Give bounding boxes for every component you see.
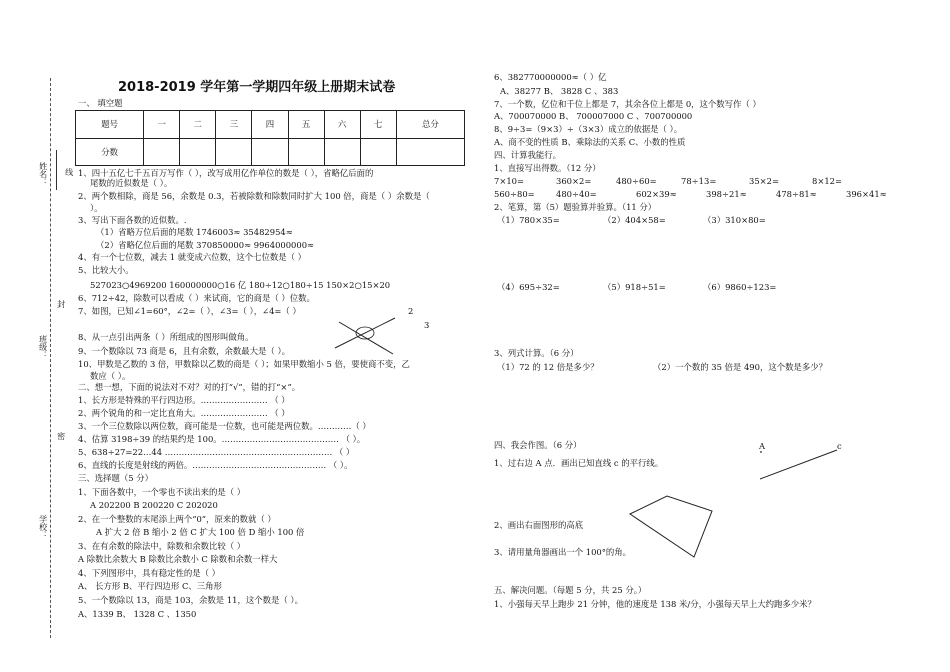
question-line: 5、一个数除以 13，商是 103，余数是 11，这个数是（ ）。	[78, 595, 303, 605]
question-line: （1）省略万位后面的尾数 1746003≈ 35482954≈	[96, 227, 293, 237]
question-line: （2）省略亿位后面的尾数 370850000≈ 9964000000≈	[96, 240, 315, 250]
score-input-cell[interactable]	[216, 138, 252, 166]
mental-item: 360×2=	[556, 176, 592, 186]
mental-item: 560÷80=	[494, 189, 535, 199]
intersecting-lines-figure	[325, 300, 435, 360]
question-line: 2、在一个整数的末尾添上两个“0”，原来的数就（ ）	[78, 514, 276, 524]
question-line: 9、一个数除以 73 商是 6，且有余数，余数最大是（ ）。	[78, 346, 291, 356]
question-line: 3、列式计算。（6 分）	[494, 348, 579, 358]
section-heading: 三、选择题（5 分）	[78, 473, 153, 483]
section-heading: 一、 填空题	[78, 98, 123, 108]
question-line: 1、过右边 A 点．画出已知直线 c 的平行线。	[494, 458, 664, 468]
mental-item: 78÷13=	[681, 176, 717, 186]
score-input-cell[interactable]	[324, 138, 360, 166]
written-item: （1）780×35=	[497, 215, 560, 225]
question-line: 5、638÷27=22…44 …………………………………………………… （ ）	[78, 447, 355, 457]
question-line: 527023○4969200 160000000○16 亿 180÷12○180÷15 150×2○15×20	[90, 280, 391, 290]
question-line: A、 长方形 B、平行四边形 C、三角形	[78, 581, 222, 591]
name-underline	[56, 150, 57, 190]
question-line: 1、长方形是特殊的平行四边形。…………………… （ ）	[78, 395, 290, 405]
score-table	[75, 110, 465, 166]
question-line: 3、写出下面各数的近似数。.	[78, 215, 187, 225]
margin-class-label: 班级：	[38, 335, 48, 359]
line-c	[760, 450, 837, 479]
score-table-header-row	[76, 111, 465, 139]
mental-item: 480÷60=	[616, 176, 657, 186]
question-line: 2、两个锐角的和一定比直角大。…………………… （ ）	[78, 408, 290, 418]
mental-item: 480÷40=	[556, 189, 597, 199]
question-line: 7、如图，已知∠1=60°，∠2=（ ），∠3=（ ），∠4=（ ）	[78, 306, 301, 316]
question-line: A 扩大 2 倍 B 缩小 2 倍 C 扩大 100 倍 D 缩小 100 倍	[96, 527, 305, 537]
question-line: 4、估算 3198÷39 的结果约是 100。…………………………………… （ ）。	[78, 434, 366, 444]
mental-item: 478÷81≈	[776, 189, 817, 199]
score-input-cell[interactable]	[252, 138, 288, 166]
question-line: 数应（ ）。	[90, 371, 131, 381]
question-line: 3、请用量角器画出一个 100°的角。	[494, 547, 632, 557]
question-line: 1、小强每天早上跑步 21 分钟，他的速度是 138 米/分，小强每天早上大约跑多少米？	[494, 599, 816, 609]
score-table-score-row	[76, 138, 465, 166]
written-item: （5）918÷51=	[603, 282, 666, 292]
question-line: 3、一个三位数除以两位数，商可能是一位数，也可能是两位数。…………（ ）	[78, 421, 371, 431]
angle-label-3: 3	[424, 320, 430, 330]
question-line: A 除数比余数大 B 除数比余数小 C 除数和余数一样大	[78, 554, 278, 564]
written-item: （2）404×58=	[603, 215, 666, 225]
question-line: （1）72 的 12 倍是多少？	[497, 362, 599, 372]
question-line: 10、甲数是乙数的 3 倍，甲数除以乙数的商是（ ）；如果甲数缩小 5 倍，要使商不变，乙	[78, 359, 410, 369]
question-line: 1、直接写出得数。（12 分）	[494, 163, 601, 173]
written-item: （4）695÷32=	[497, 282, 560, 292]
section-heading: 二、想一想，下面的说法对不对？对的打“√”，错的打“×”。	[78, 382, 301, 392]
score-input-cell[interactable]	[180, 138, 216, 166]
table-cell: 总分	[396, 111, 464, 139]
question-line: 1、四十五亿七千五百万写作（ ），改写成用亿作单位的数是（ ），省略亿后面的	[78, 168, 374, 178]
question-line: 7、一个数，亿位和千位上都是 7，其余各位上都是 0，这个数写作（ ）	[494, 99, 761, 109]
table-cell: 五	[288, 111, 324, 139]
question-line: 2、笔算，第（5）题验算并验算。（11 分）	[494, 202, 657, 212]
margin-feng: 封	[56, 300, 66, 308]
mental-item: 35×2=	[749, 176, 780, 186]
point-a-label: A	[759, 441, 766, 451]
angle-label-2: 2	[408, 306, 414, 316]
binding-dashed-line	[50, 78, 51, 638]
mental-item: 7×10=	[494, 176, 525, 186]
question-line: 2、画出右面图形的高底	[494, 520, 584, 530]
written-item: （3）310×80=	[703, 215, 766, 225]
score-input-cell[interactable]	[144, 138, 180, 166]
section-heading: 四、我会作图。（6 分）	[494, 440, 582, 450]
quadrilateral-shape	[630, 496, 712, 557]
question-line: 6、直线的长度是射线的两倍。………………………………………… （ ）。	[78, 460, 353, 470]
score-input-cell[interactable]	[360, 138, 396, 166]
question-line: A、商不变的性质 B、乘除法的关系 C、小数的性质	[494, 137, 686, 147]
table-cell: 分数	[76, 138, 144, 166]
question-line: 4、有一个七位数，减去 1 就变成六位数，这个七位数是（ ）	[78, 252, 307, 262]
question-line: A 202200 B 200220 C 202020	[90, 500, 218, 510]
question-line: 8、从一点引出两条（ ）所组成的图形叫做角。	[78, 332, 254, 342]
section-heading: 五、解决问题。（每题 5 分，共 25 分。）	[494, 585, 647, 595]
question-line: A、38277 B、 3828 C 、383	[500, 86, 619, 96]
table-cell: 七	[360, 111, 396, 139]
mental-item: 8×12=	[812, 176, 843, 186]
section-heading: 四、计算我能行。	[494, 150, 561, 160]
point-a-dot	[760, 451, 762, 453]
mental-item: 398÷21≈	[706, 189, 747, 199]
mental-item: 396×41≈	[846, 189, 887, 199]
written-item: （6）9860÷123=	[703, 282, 777, 292]
margin-xian: 线	[64, 168, 74, 176]
line-a	[335, 318, 395, 348]
question-line: 4、下列图形中，具有稳定性的是（ ）	[78, 568, 220, 578]
margin-school-label: 学校：	[38, 515, 48, 539]
mental-item: 602×39≈	[636, 189, 677, 199]
table-cell: 题号	[76, 111, 144, 139]
question-line: （2）一个数的 35 倍是 490，这个数是多少？	[653, 362, 827, 372]
question-line: 6、382770000000≈（ ）亿	[494, 72, 607, 82]
margin-mi: 密	[56, 432, 66, 440]
question-line: 3、在有余数的除法中，除数和余数比较（ ）	[78, 541, 246, 551]
geometry-figures	[620, 445, 850, 565]
question-line: 尾数的近似数是（ ）。	[90, 178, 173, 188]
question-line: A、700070000 B、 700007000 C 、700700000	[494, 111, 693, 121]
question-line: 6、712÷42，除数可以看成（ ）来试商，它的商是（ ）位数。	[78, 293, 315, 303]
table-cell: 二	[180, 111, 216, 139]
table-cell: 四	[252, 111, 288, 139]
table-cell: 六	[324, 111, 360, 139]
score-input-cell[interactable]	[288, 138, 324, 166]
table-cell: 三	[216, 111, 252, 139]
margin-name-label: 姓名：	[38, 162, 48, 186]
score-input-cell[interactable]	[396, 138, 464, 166]
table-cell: 一	[144, 111, 180, 139]
question-line: 1、下面各数中，一个零也不读出来的是（ ）	[78, 487, 246, 497]
question-line: A、1339 B、 1328 C 、1350	[78, 609, 197, 619]
question-line: ）。	[90, 203, 103, 213]
line-c-label: c	[837, 441, 842, 451]
page-title: 2018-2019 学年第一学期四年级上册期末试卷	[118, 80, 396, 95]
question-line: 8、9÷3=（9×3）÷（3×3）成立的依据是（ ）。	[494, 124, 683, 134]
question-line: 5、比较大小。	[78, 265, 134, 275]
question-line: 2、两个数相除，商是 56，余数是 0.3，若被除数和除数同时扩大 100 倍，商是（ ）余数是（	[78, 191, 430, 201]
